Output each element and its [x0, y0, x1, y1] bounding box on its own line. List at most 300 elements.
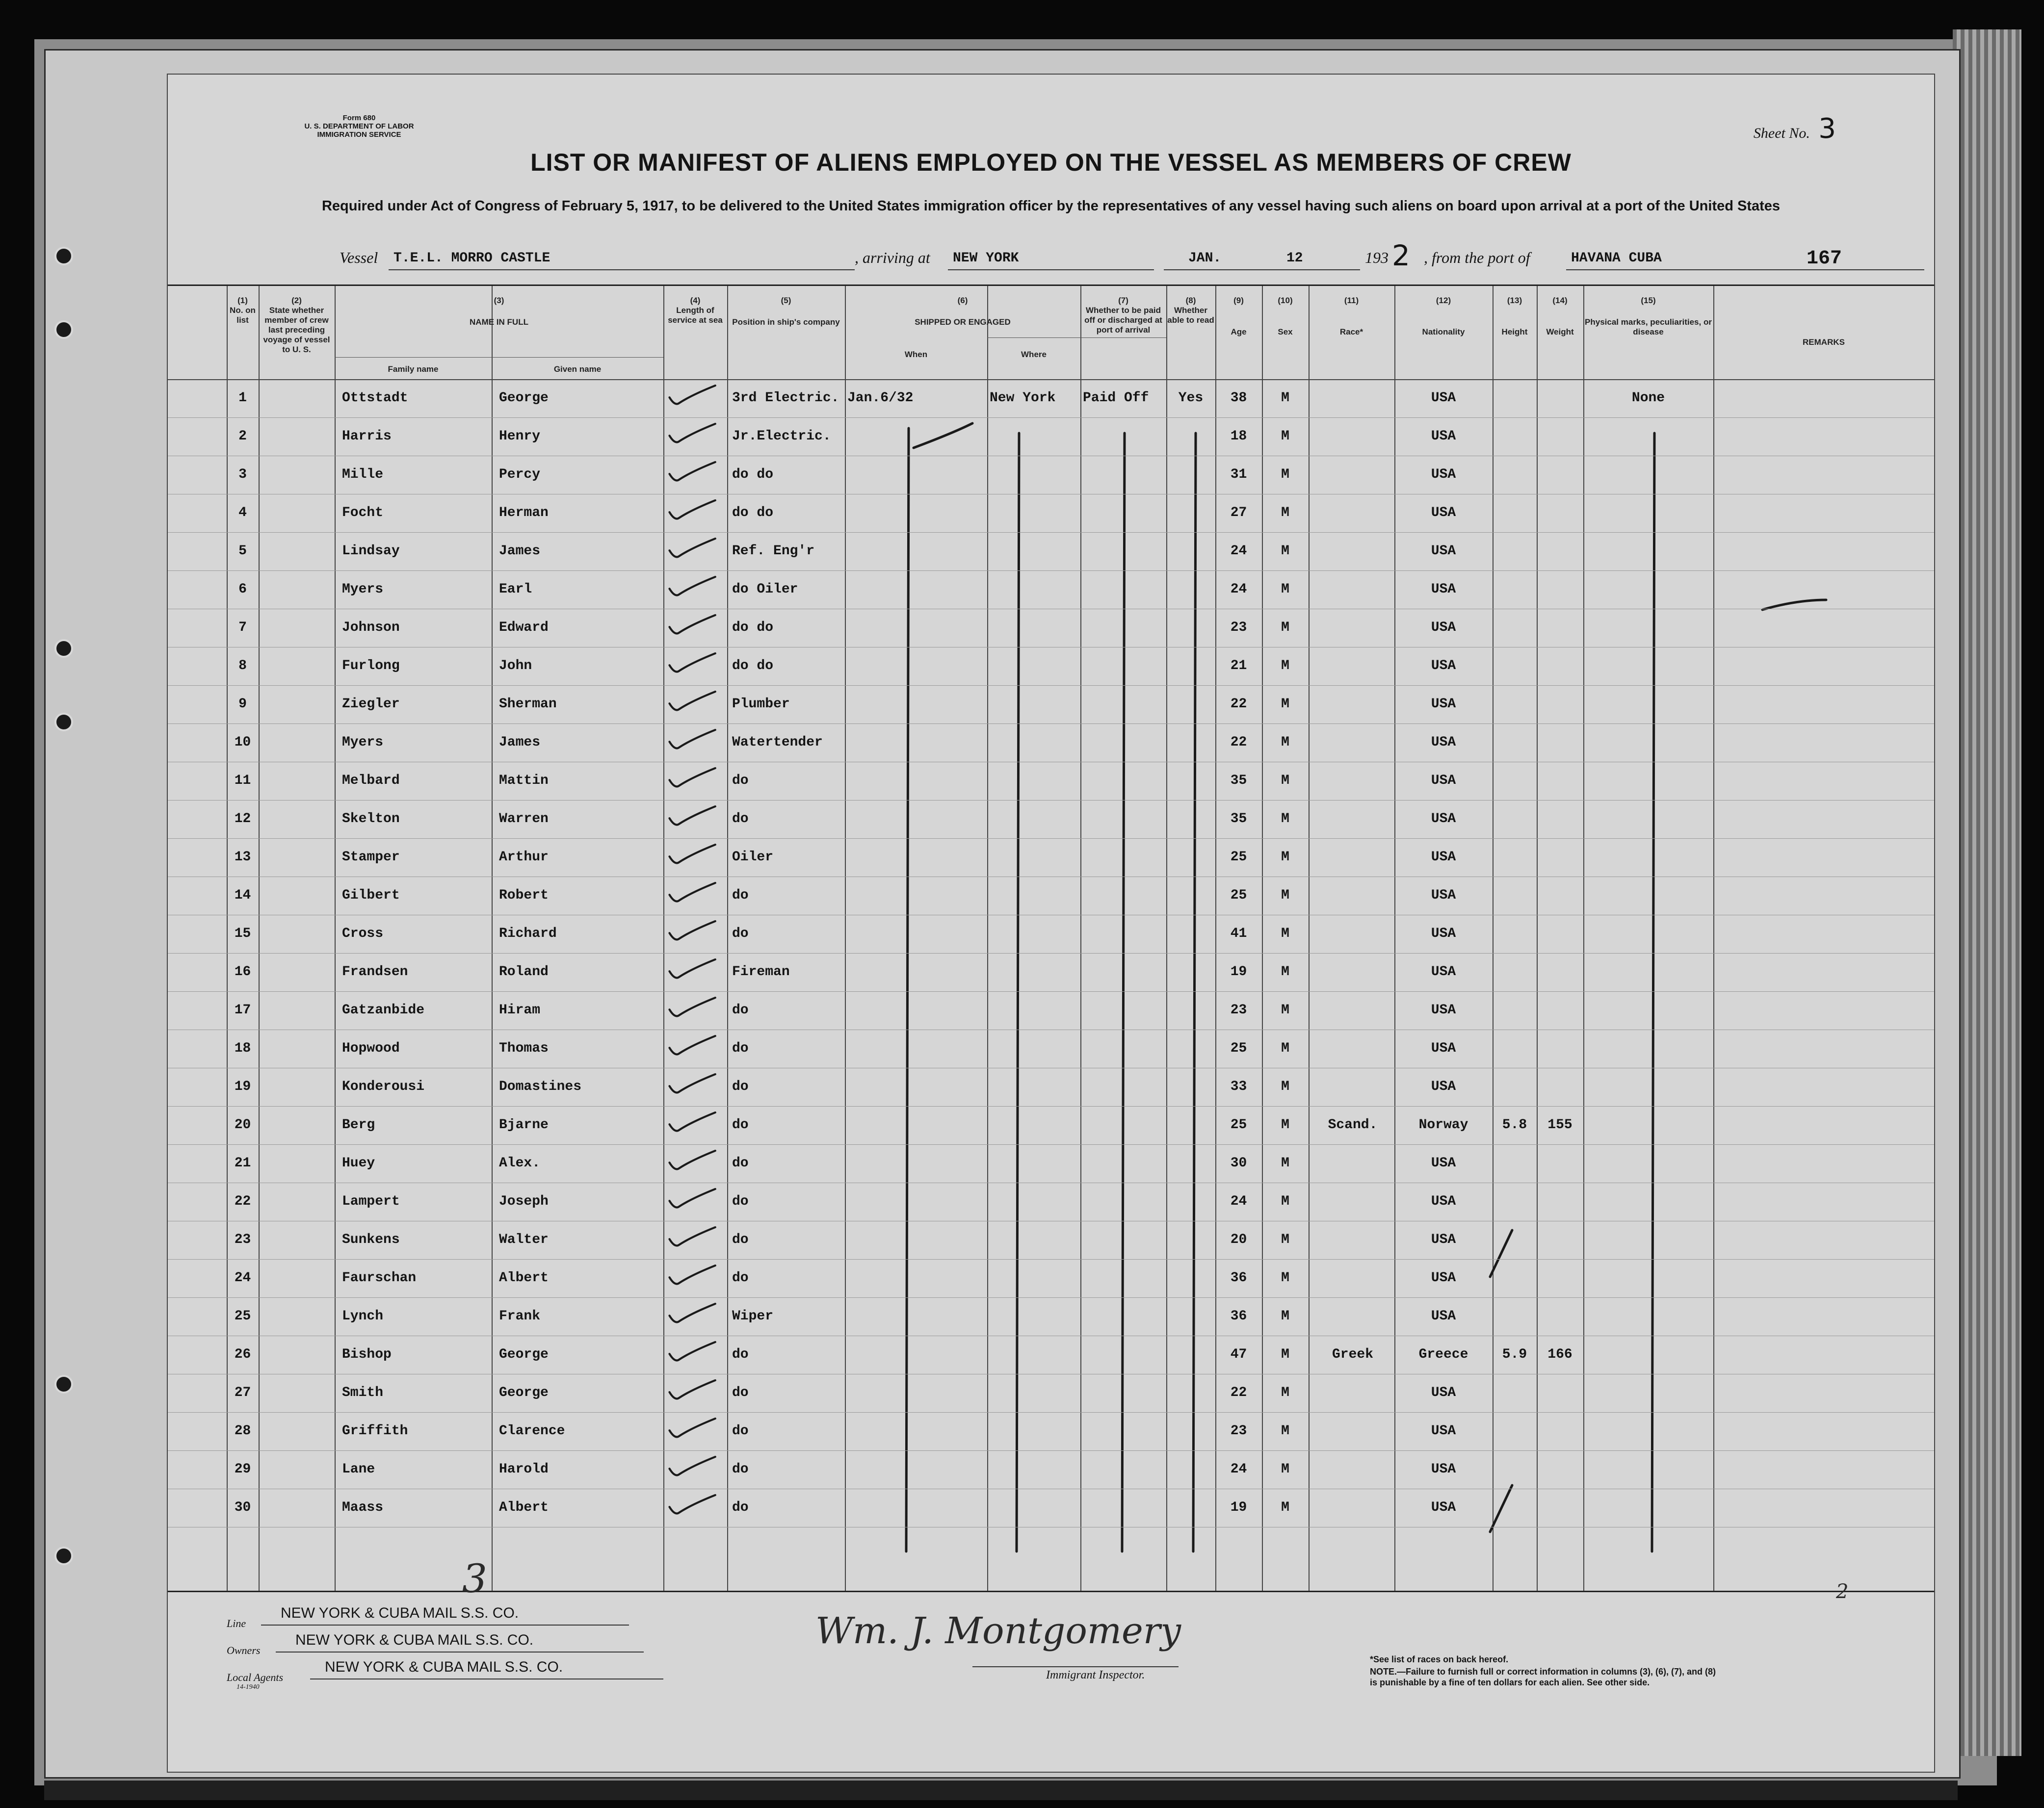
col-14-header: (14) Weight — [1546, 296, 1574, 336]
row-number-cell: 6 — [238, 582, 247, 597]
age-cell: 24 — [1230, 582, 1247, 597]
position-cell: do — [732, 1117, 749, 1133]
bottom-edge — [44, 1781, 1958, 1800]
position-cell: do — [732, 888, 749, 903]
nationality-cell: USA — [1431, 620, 1456, 635]
age-cell: 30 — [1230, 1156, 1247, 1171]
age-cell: 23 — [1230, 1003, 1247, 1018]
sex-cell: M — [1281, 620, 1289, 635]
row-number-cell: 19 — [234, 1079, 251, 1094]
family-name-cell: Maass — [342, 1500, 384, 1515]
row-number-cell: 11 — [234, 773, 251, 788]
nationality-cell: USA — [1431, 658, 1456, 673]
sex-cell: M — [1281, 467, 1289, 482]
inspector-label: Immigrant Inspector. — [1046, 1669, 1145, 1681]
nationality-cell: USA — [1431, 467, 1456, 482]
manifest-footer — [168, 1556, 1934, 1772]
agents-value: NEW YORK & CUBA MAIL S.S. CO. — [325, 1659, 563, 1675]
col-10-header: (10) Sex — [1278, 296, 1293, 336]
ditto-line-paid — [1122, 433, 1125, 1551]
nationality-cell: USA — [1431, 850, 1456, 865]
age-cell: 27 — [1230, 505, 1247, 520]
row-number-cell: 17 — [234, 1003, 251, 1018]
position-cell: do do — [732, 467, 774, 482]
row-number-cell: 4 — [238, 505, 247, 520]
inspector-signature: Wm. J. Montgomery — [815, 1610, 1181, 1652]
vessel-name: T.E.L. MORRO CASTLE — [393, 251, 550, 266]
paid-off-cell: Paid Off — [1083, 390, 1149, 406]
given-name-cell: George — [499, 390, 549, 406]
nationality-cell: USA — [1431, 582, 1456, 597]
family-name-cell: Griffith — [342, 1423, 408, 1439]
position-cell: do — [732, 1156, 749, 1171]
family-name-cell: Frandsen — [342, 964, 408, 980]
given-name-cell: Albert — [499, 1500, 549, 1515]
row-number-cell: 25 — [234, 1309, 251, 1324]
weight-cell: 166 — [1547, 1347, 1572, 1362]
row-number-cell: 10 — [234, 735, 251, 750]
col-8-header: (8) Whether able to read — [1167, 296, 1214, 325]
row-rule — [168, 417, 1934, 418]
family-name-cell: Faurschan — [342, 1270, 417, 1286]
sex-cell: M — [1281, 429, 1289, 444]
given-name-cell: Arthur — [499, 850, 549, 865]
remarks-header: REMARKS — [1803, 337, 1845, 347]
departure-port: HAVANA CUBA — [1571, 251, 1662, 266]
col-3-header: (3) NAME IN FULL — [470, 296, 528, 327]
position-cell: Ref. Eng'r — [732, 543, 815, 559]
binder-hole-icon — [54, 1547, 73, 1565]
age-cell: 24 — [1230, 1194, 1247, 1209]
row-number-cell: 14 — [234, 888, 251, 903]
family-name-cell: Konderousi — [342, 1079, 425, 1094]
position-cell: do — [732, 1003, 749, 1018]
when-header: When — [904, 350, 928, 359]
row-number-cell: 23 — [234, 1232, 251, 1247]
age-cell: 23 — [1230, 620, 1247, 635]
position-cell: do — [732, 1385, 749, 1400]
margin-mark: 2 — [1836, 1580, 1849, 1603]
position-cell: Oiler — [732, 850, 774, 865]
given-name-cell: John — [499, 658, 532, 673]
sex-cell: M — [1281, 811, 1289, 827]
given-name-cell: Earl — [499, 582, 532, 597]
row-number-cell: 18 — [234, 1041, 251, 1056]
age-cell: 22 — [1230, 1385, 1247, 1400]
sex-cell: M — [1281, 1156, 1289, 1171]
physical-marks-cell: None — [1631, 390, 1665, 406]
position-cell: do — [732, 1462, 749, 1477]
sex-cell: M — [1281, 390, 1289, 406]
family-name-cell: Smith — [342, 1385, 384, 1400]
family-name-cell: Stamper — [342, 850, 400, 865]
col-5-header: (5) Position in ship's company — [732, 296, 840, 327]
sheet-number: 3 — [1818, 113, 1836, 145]
given-name-cell: Percy — [499, 467, 541, 482]
given-name-cell: Herman — [499, 505, 549, 520]
row-number-cell: 21 — [234, 1156, 251, 1171]
sex-cell: M — [1281, 505, 1289, 520]
family-name-cell: Huey — [342, 1156, 375, 1171]
nationality-cell: USA — [1431, 1194, 1456, 1209]
nationality-cell: USA — [1431, 543, 1456, 559]
position-cell: do — [732, 1079, 749, 1094]
row-number-cell: 3 — [238, 467, 247, 482]
family-name-cell: Harris — [342, 429, 392, 444]
row-number-cell: 30 — [234, 1500, 251, 1515]
age-cell: 25 — [1230, 888, 1247, 903]
family-name-cell: Johnson — [342, 620, 400, 635]
sex-cell: M — [1281, 1232, 1289, 1247]
family-name-cell: Sunkens — [342, 1232, 400, 1247]
given-name-cell: Frank — [499, 1309, 541, 1324]
sex-cell: M — [1281, 1194, 1289, 1209]
age-cell: 25 — [1230, 1117, 1247, 1133]
given-name-cell: Sherman — [499, 697, 557, 712]
age-cell: 18 — [1230, 429, 1247, 444]
form-header-block — [286, 114, 433, 139]
position-cell: do — [732, 1270, 749, 1286]
nationality-cell: Norway — [1418, 1117, 1468, 1133]
position-cell: do — [732, 1500, 749, 1515]
family-name-cell: Mille — [342, 467, 384, 482]
row-rule — [168, 953, 1934, 954]
sex-cell: M — [1281, 1500, 1289, 1515]
given-name-cell: Joseph — [499, 1194, 549, 1209]
age-cell: 38 — [1230, 390, 1247, 406]
family-name-cell: Myers — [342, 735, 384, 750]
row-number-cell: 7 — [238, 620, 247, 635]
nationality-cell: USA — [1431, 1270, 1456, 1286]
family-name-cell: Bishop — [342, 1347, 392, 1362]
sex-cell: M — [1281, 658, 1289, 673]
row-number-cell: 16 — [234, 964, 251, 980]
nationality-cell: USA — [1431, 505, 1456, 520]
department-name: U. S. DEPARTMENT OF LABOR — [304, 122, 414, 130]
nationality-cell: USA — [1431, 1500, 1456, 1515]
row-rule — [168, 1450, 1934, 1451]
sex-cell: M — [1281, 1117, 1289, 1133]
position-cell: do do — [732, 658, 774, 673]
race-cell: Greek — [1332, 1347, 1373, 1362]
age-cell: 25 — [1230, 850, 1247, 865]
sheet-number-block — [1754, 113, 1836, 145]
sex-cell: M — [1281, 1423, 1289, 1439]
given-name-cell: Robert — [499, 888, 549, 903]
given-name-cell: Thomas — [499, 1041, 549, 1056]
position-cell: 3rd Electric. — [732, 390, 839, 406]
family-name-cell: Lindsay — [342, 543, 400, 559]
position-cell: do do — [732, 620, 774, 635]
line-label: Line — [227, 1617, 246, 1629]
binder-hole-icon — [54, 639, 73, 658]
given-name-cell: Walter — [499, 1232, 549, 1247]
crew-manifest-form — [167, 74, 1935, 1773]
sex-cell: M — [1281, 1003, 1289, 1018]
given-name-cell: Albert — [499, 1270, 549, 1286]
position-cell: do — [732, 1423, 749, 1439]
sex-cell: M — [1281, 1309, 1289, 1324]
row-number-cell: 5 — [238, 543, 247, 559]
row-number-cell: 26 — [234, 1347, 251, 1362]
row-rule — [168, 991, 1934, 992]
row-rule — [168, 1144, 1934, 1145]
line-value: NEW YORK & CUBA MAIL S.S. CO. — [281, 1605, 519, 1621]
check-mark-icon — [1490, 1485, 1512, 1532]
position-cell: do do — [732, 505, 774, 520]
given-name-cell: Bjarne — [499, 1117, 549, 1133]
family-name-cell: Skelton — [342, 811, 400, 827]
age-cell: 24 — [1230, 1462, 1247, 1477]
given-name-cell: George — [499, 1347, 549, 1362]
position-cell: do — [732, 1347, 749, 1362]
family-name-cell: Gatzanbide — [342, 1003, 425, 1018]
age-cell: 21 — [1230, 658, 1247, 673]
position-cell: do — [732, 1232, 749, 1247]
page-number: 167 — [1807, 248, 1842, 270]
nationality-cell: USA — [1431, 390, 1456, 406]
row-number-cell: 24 — [234, 1270, 251, 1286]
ditto-line-where — [1017, 433, 1019, 1551]
given-name-cell: Hiram — [499, 1003, 541, 1018]
check-mark-icon — [1490, 1230, 1512, 1277]
family-name-cell: Gilbert — [342, 888, 400, 903]
vessel-line — [168, 239, 1934, 273]
row-rule — [168, 800, 1934, 801]
age-cell: 22 — [1230, 697, 1247, 712]
form-code: 14-1940 — [236, 1683, 260, 1691]
able-to-read-cell: Yes — [1178, 390, 1204, 406]
sex-cell: M — [1281, 1385, 1289, 1400]
age-cell: 36 — [1230, 1270, 1247, 1286]
sex-cell: M — [1281, 1270, 1289, 1286]
nationality-cell: USA — [1431, 1462, 1456, 1477]
age-cell: 47 — [1230, 1347, 1247, 1362]
row-number-cell: 22 — [234, 1194, 251, 1209]
penalty-note: NOTE.—Failure to furnish full or correct information in columns (3), (6), (7), and (8) is punishable by a fine of ten dollars for each alien. See other side. — [1370, 1667, 1716, 1687]
position-cell: do — [732, 1041, 749, 1056]
given-name-cell: James — [499, 735, 541, 750]
row-number-cell: 2 — [238, 429, 247, 444]
col-9-header: (9) Age — [1231, 296, 1247, 336]
row-number-cell: 1 — [238, 390, 247, 406]
ditto-line-read — [1193, 433, 1196, 1551]
family-name-cell: Berg — [342, 1117, 375, 1133]
family-name-cell: Focht — [342, 505, 384, 520]
nationality-cell: USA — [1431, 1309, 1456, 1324]
family-name-cell: Ziegler — [342, 697, 400, 712]
nationality-cell: USA — [1431, 1079, 1456, 1094]
age-cell: 24 — [1230, 543, 1247, 559]
arriving-label: , arriving at — [855, 249, 930, 266]
sex-cell: M — [1281, 850, 1289, 865]
ditto-line-when — [906, 428, 909, 1551]
sex-cell: M — [1281, 1462, 1289, 1477]
form-number: Form 680 — [342, 114, 376, 122]
family-name-cell: Melbard — [342, 773, 400, 788]
where-header: Where — [1021, 350, 1047, 359]
binder-hole-icon — [54, 247, 73, 265]
given-name-cell: James — [499, 543, 541, 559]
age-cell: 19 — [1230, 1500, 1247, 1515]
given-name-header: Given name — [553, 364, 602, 374]
age-cell: 31 — [1230, 467, 1247, 482]
row-number-cell: 9 — [238, 697, 247, 712]
nationality-cell: USA — [1431, 429, 1456, 444]
col-11-header: (11) Race* — [1339, 296, 1363, 336]
given-name-cell: Richard — [499, 926, 557, 941]
sex-cell: M — [1281, 697, 1289, 712]
sex-cell: M — [1281, 1041, 1289, 1056]
vessel-label: Vessel — [340, 249, 378, 266]
sex-cell: M — [1281, 964, 1289, 980]
col-13-header: (13) Height — [1501, 296, 1528, 336]
height-cell: 5.8 — [1502, 1117, 1527, 1133]
nationality-cell: USA — [1431, 1385, 1456, 1400]
sex-cell: M — [1281, 1079, 1289, 1094]
given-name-cell: Warren — [499, 811, 549, 827]
given-name-cell: Edward — [499, 620, 549, 635]
sex-cell: M — [1281, 888, 1289, 903]
age-cell: 23 — [1230, 1423, 1247, 1439]
row-rule — [168, 1259, 1934, 1260]
sex-cell: M — [1281, 582, 1289, 597]
from-label: , from the port of — [1424, 249, 1530, 266]
shipped-where-cell: New York — [990, 390, 1056, 406]
col-15-header: (15) Physical marks, peculiarities, or disease — [1585, 296, 1712, 336]
family-name-cell: Ottstadt — [342, 390, 408, 406]
handwritten-marks — [168, 286, 1934, 1591]
family-name-cell: Lampert — [342, 1194, 400, 1209]
family-name-cell: Lynch — [342, 1309, 384, 1324]
row-number-cell: 13 — [234, 850, 251, 865]
given-name-cell: Roland — [499, 964, 549, 980]
nationality-cell: USA — [1431, 811, 1456, 827]
binder-hole-icon — [54, 1375, 73, 1394]
given-name-cell: Alex. — [499, 1156, 541, 1171]
sex-cell: M — [1281, 735, 1289, 750]
family-name-cell: Myers — [342, 582, 384, 597]
col-6-header: (6) SHIPPED OR ENGAGED — [915, 296, 1011, 327]
nationality-cell: USA — [1431, 1156, 1456, 1171]
height-cell: 5.9 — [1502, 1347, 1527, 1362]
nationality-cell: USA — [1431, 964, 1456, 980]
age-cell: 41 — [1230, 926, 1247, 941]
row-rule — [168, 532, 1934, 533]
col-1-header: (1) No. on list — [230, 296, 256, 325]
crew-table — [168, 284, 1934, 1592]
position-cell: do — [732, 811, 749, 827]
row-rule — [168, 1297, 1934, 1298]
sex-cell: M — [1281, 926, 1289, 941]
arrival-day: 12 — [1286, 251, 1303, 266]
nationality-cell: USA — [1431, 926, 1456, 941]
nationality-cell: USA — [1431, 1003, 1456, 1018]
arrival-port: NEW YORK — [953, 251, 1019, 266]
age-cell: 36 — [1230, 1309, 1247, 1324]
races-note: *See list of races on back hereof. — [1370, 1654, 1509, 1664]
arrival-month: JAN. — [1188, 251, 1222, 266]
nationality-cell: USA — [1431, 1041, 1456, 1056]
age-cell: 35 — [1230, 811, 1247, 827]
nationality-cell: USA — [1431, 888, 1456, 903]
position-cell: Wiper — [732, 1309, 774, 1324]
given-name-cell: Mattin — [499, 773, 549, 788]
row-number-cell: 29 — [234, 1462, 251, 1477]
sheet-label: Sheet No. — [1753, 125, 1810, 141]
nationality-cell: USA — [1431, 773, 1456, 788]
age-cell: 35 — [1230, 773, 1247, 788]
age-cell: 33 — [1230, 1079, 1247, 1094]
row-number-cell: 20 — [234, 1117, 251, 1133]
shipped-when-cell: Jan.6/32 — [847, 390, 914, 406]
family-name-cell: Lane — [342, 1462, 375, 1477]
position-cell: do Oiler — [732, 582, 798, 597]
handwritten-count: 3 — [462, 1556, 487, 1601]
row-rule — [168, 570, 1934, 571]
position-cell: Watertender — [732, 735, 823, 750]
col-4-header: (4) Length of service at sea — [668, 296, 723, 325]
nationality-cell: USA — [1431, 735, 1456, 750]
row-number-cell: 27 — [234, 1385, 251, 1400]
owners-label: Owners — [227, 1644, 261, 1656]
row-rule — [168, 1412, 1934, 1413]
page-title: LIST OR MANIFEST OF ALIENS EMPLOYED ON THE VESSEL AS MEMBERS OF CREW — [530, 149, 1572, 176]
position-cell: Plumber — [732, 697, 790, 712]
age-cell: 22 — [1230, 735, 1247, 750]
position-cell: Jr.Electric. — [732, 429, 831, 444]
age-cell: 20 — [1230, 1232, 1247, 1247]
position-cell: do — [732, 1194, 749, 1209]
age-cell: 19 — [1230, 964, 1247, 980]
row-rule — [168, 685, 1934, 686]
row-number-cell: 28 — [234, 1423, 251, 1439]
family-name-header: Family name — [388, 364, 439, 374]
race-cell: Scand. — [1328, 1117, 1378, 1133]
binder-hole-icon — [54, 320, 73, 339]
nationality-cell: Greece — [1418, 1347, 1468, 1362]
position-cell: do — [732, 926, 749, 941]
binder-hole-icon — [54, 713, 73, 731]
arrival-year-handwritten: 2 — [1392, 239, 1410, 272]
given-name-cell: George — [499, 1385, 549, 1400]
col-2-header: (2) State whether member of crew last preceding voyage of vessel to U. S. — [263, 296, 330, 354]
service-name: IMMIGRATION SERVICE — [317, 130, 401, 139]
row-number-cell: 15 — [234, 926, 251, 941]
agents-label: Local Agents — [227, 1671, 284, 1683]
weight-cell: 155 — [1547, 1117, 1572, 1133]
nationality-cell: USA — [1431, 697, 1456, 712]
owners-value: NEW YORK & CUBA MAIL S.S. CO. — [295, 1632, 534, 1648]
row-rule — [168, 838, 1934, 839]
given-name-cell: Henry — [499, 429, 541, 444]
page-subtitle: Required under Act of Congress of February 5, 1917, to be delivered to the United States immigration officer by the representatives of any vessel having such aliens on board upon arrival at a port of the United States — [321, 198, 1781, 214]
row-number-cell: 12 — [234, 811, 251, 827]
family-name-cell: Cross — [342, 926, 384, 941]
given-name-cell: Domastines — [499, 1079, 582, 1094]
family-name-cell: Furlong — [342, 658, 400, 673]
given-name-cell: Clarence — [499, 1423, 565, 1439]
given-name-cell: Harold — [499, 1462, 549, 1477]
col-12-header: (12) Nationality — [1422, 296, 1465, 336]
row-rule — [168, 1106, 1934, 1107]
position-cell: Fireman — [732, 964, 790, 980]
sex-cell: M — [1281, 543, 1289, 559]
row-rule — [168, 723, 1934, 724]
sex-cell: M — [1281, 1347, 1289, 1362]
nationality-cell: USA — [1431, 1232, 1456, 1247]
position-cell: do — [732, 773, 749, 788]
